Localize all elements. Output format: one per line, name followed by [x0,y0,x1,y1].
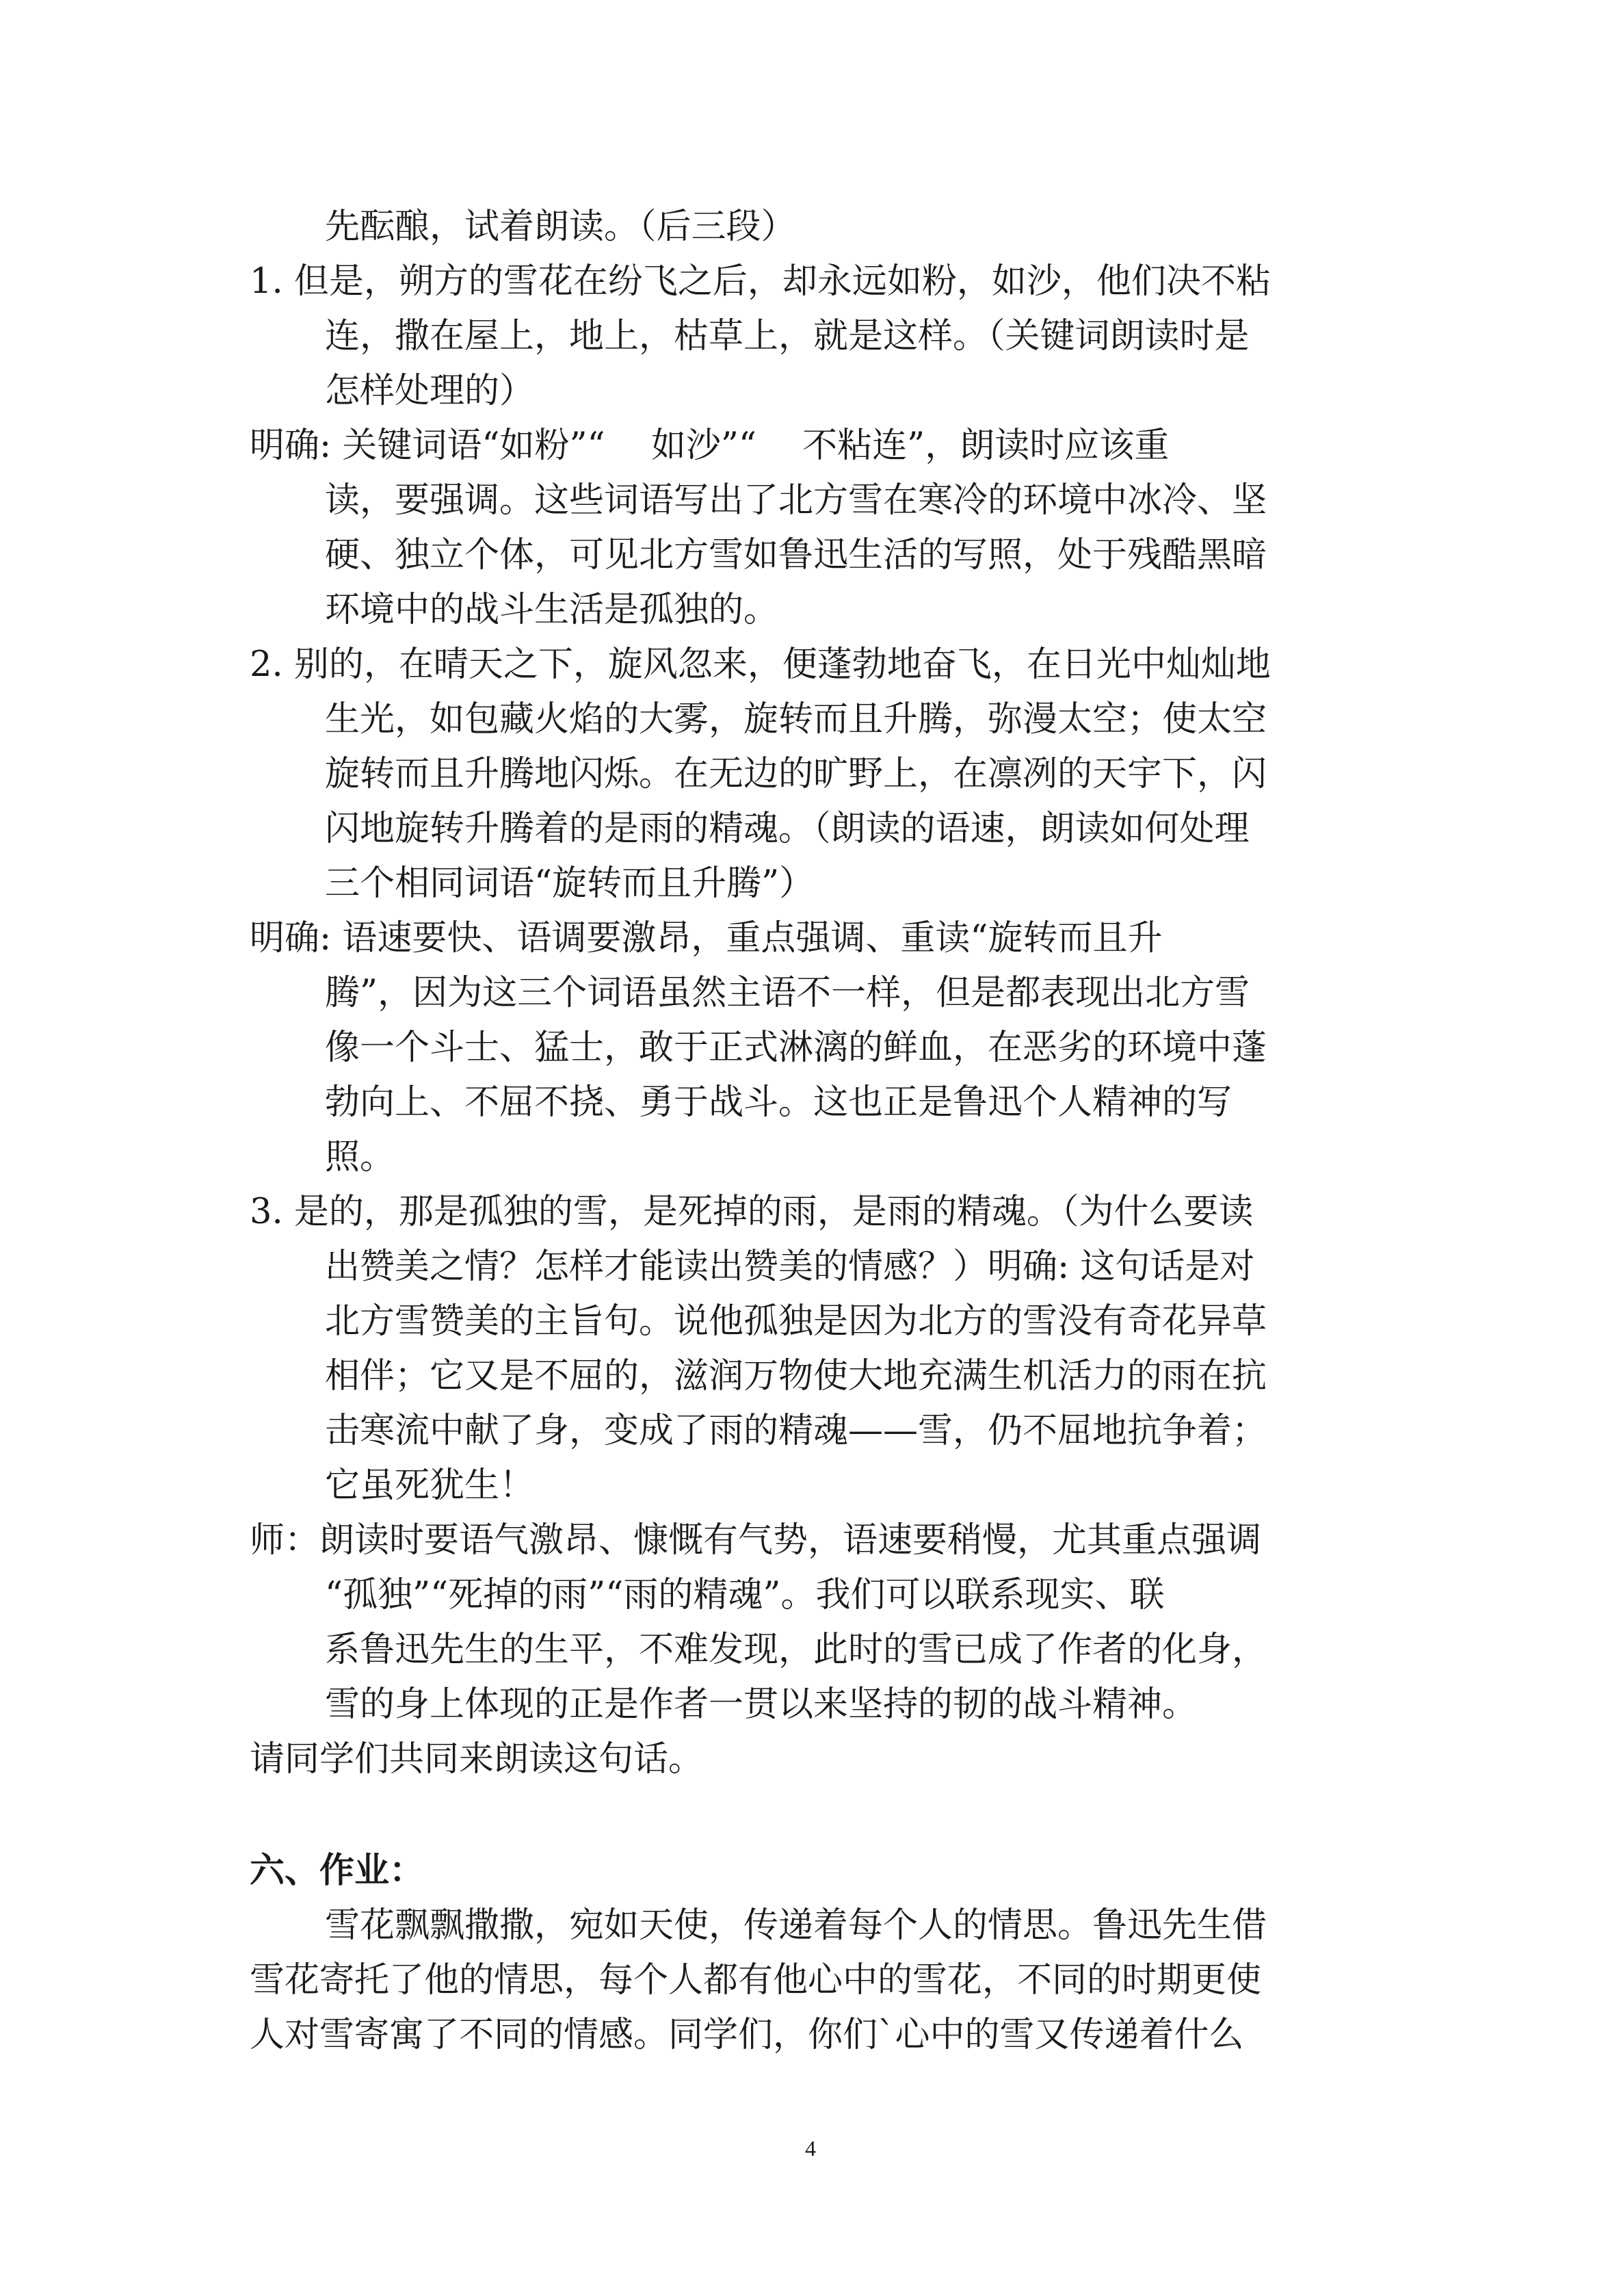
text-line: 明确: 关键词语“如粉”“ 如沙”“ 不粘连”，朗读时应该重 [250,426,1170,466]
text-line: 明确: 语速要快、语调要激昂，重点强调、重读“旋转而且升 [250,918,1163,958]
text-line: 2. 别的，在晴天之下，旋风忽来，便蓬勃地奋飞，在日光中灿灿地 [250,644,1271,685]
text-line: 腾”，因为这三个词语虽然主语不一样，但是都表现出北方雪 [325,973,1250,1013]
text-line: 人对雪寄寓了不同的情感。同学们，你们`心中的雪又传递着什么 [250,2015,1244,2055]
text-line: 像一个斗士、猛士，敢于正式淋漓的鲜血，在恶劣的环境中蓬 [325,1028,1267,1068]
text-line: 三个相同词语“旋转而且升腾”） [325,863,815,904]
text-line: 师：朗读时要语气激昂、慷慨有气势，语速要稍慢，尤其重点强调 [250,1520,1262,1561]
page-number: 4 [805,2136,816,2161]
text-line: 生光，如包藏火焰的大雾，旋转而且升腾，弥漫太空；使太空 [325,699,1267,740]
text-line: 雪的身上体现的正是作者一贯以来坚持的韧的战斗精神。 [325,1684,1198,1725]
text-line: 1. 但是，朔方的雪花在纷飞之后，却永远如粉，如沙，他们决不粘 [250,261,1271,302]
text-line: 怎样处理的） [325,371,535,411]
text-line: 闪地旋转升腾着的是雨的精魂。（朗读的语速，朗读如何处理 [325,809,1250,849]
text-line: 勃向上、不屈不挠、勇于战斗。这也正是鲁迅个人精神的写 [325,1082,1233,1123]
text-line: 出赞美之情？怎样才能读出赞美的情感？）明确: 这句话是对 [325,1247,1255,1287]
text-line: 相伴；它又是不屈的，滋润万物使大地充满生机活力的雨在抗 [325,1356,1267,1396]
text-line: 照。 [325,1137,395,1177]
text-line: 雪花飘飘撒撒，宛如天使，传递着每个人的情思。鲁迅先生借 [325,1905,1267,1946]
text-line: 连，撒在屋上，地上，枯草上，就是这样。（关键词朗读时是 [325,316,1250,356]
text-line: “孤独”“死掉的雨”“雨的精魂”。我们可以联系现实、联 [325,1575,1165,1615]
text-line: 旋转而且升腾地闪烁。在无边的旷野上，在凛冽的天宇下，闪 [325,754,1267,794]
text-line: 先酝酿，试着朗读。（后三段） [325,207,796,247]
text-line: 它虽死犹生！ [325,1465,535,1506]
text-line: 雪花寄托了他的情思，每个人都有他心中的雪花，不同的时期更使 [250,1960,1262,2000]
text-line: 硬、独立个体，可见北方雪如鲁迅生活的写照，处于残酷黑暗 [325,535,1267,575]
text-line: 请同学们共同来朗读这句话。 [250,1739,704,1779]
text-line: 环境中的战斗生活是孤独的。 [325,590,779,630]
text-line: 3. 是的，那是孤独的雪，是死掉的雨，是雨的精魂。（为什么要读 [250,1192,1254,1232]
text-line: 击寒流中献了身，变成了雨的精魂——雪，仍不屈地抗争着； [325,1411,1267,1451]
text-line: 北方雪赞美的主旨句。说他孤独是因为北方的雪没有奇花异草 [325,1301,1267,1342]
text-line: 读，要强调。这些词语写出了北方雪在寒冷的环境中冰冷、坚 [325,480,1267,521]
section-heading: 六、作业： [250,1851,425,1891]
text-line: 系鲁迅先生的生平，不难发现，此时的雪已成了作者的化身， [325,1630,1267,1670]
